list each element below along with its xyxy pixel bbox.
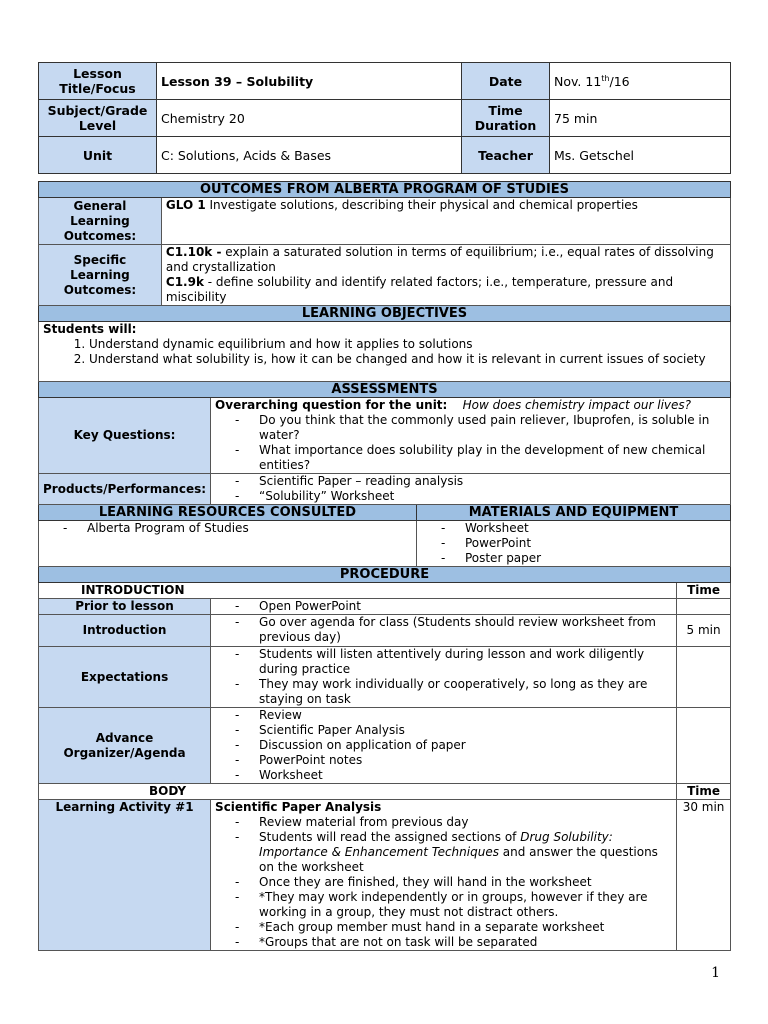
general-outcomes-label: General Learning Outcomes:: [39, 198, 162, 245]
expectations-label: Expectations: [39, 647, 211, 708]
activity-time: 30 min: [677, 800, 731, 951]
product-item: - “Solubility” Worksheet: [235, 489, 726, 504]
agenda-item: - Review: [235, 708, 672, 723]
objectives-list: [43, 337, 726, 367]
resources-cell: [39, 521, 417, 567]
agenda-item: - Discussion on application of paper: [235, 738, 672, 753]
lesson-header-table: [38, 62, 731, 174]
outcomes-band: OUTCOMES FROM ALBERTA PROGRAM OF STUDIES: [39, 182, 731, 198]
procedure-item: - Students will listen attentively during lesson and work diligently during practice: [235, 647, 672, 677]
agenda-item: - Scientific Paper Analysis: [235, 723, 672, 738]
activity-item: - Review material from previous day: [235, 815, 672, 830]
procedure-band: PROCEDURE: [39, 567, 731, 583]
unit-value: C: Solutions, Acids & Bases: [157, 137, 462, 174]
resources-band: LEARNING RESOURCES CONSULTED: [39, 505, 417, 521]
lesson-plan-table: [38, 181, 731, 951]
lesson-title-value: Lesson 39 – Solubility: [157, 63, 462, 100]
introduction-label: Introduction: [39, 615, 211, 647]
objective-item: 2. Understand what solubility is, how it can be changed and how it is relevant in current issues of society: [89, 352, 726, 367]
material-item: - Poster paper: [441, 551, 726, 566]
key-questions-list: [215, 413, 726, 473]
specific-outcomes-label: Specific Learning Outcomes:: [39, 245, 162, 306]
material-item: - PowerPoint: [441, 536, 726, 551]
objective-item: 1. Understand dynamic equilibrium and how it applies to solutions: [89, 337, 726, 352]
body-time-heading: Time: [677, 784, 731, 800]
unit-label: Unit: [39, 137, 157, 174]
key-question: - Do you think that the commonly used pain reliever, Ibuprofen, is soluble in water?: [235, 413, 726, 443]
activity-title: Scientific Paper Analysis: [215, 800, 382, 814]
advance-time-cell: [677, 708, 731, 784]
page-number: 1: [711, 965, 720, 981]
procedure-item: - Go over agenda for class (Students should review worksheet from previous day): [235, 615, 672, 645]
activity-item: - *Groups that are not on task will be separated: [235, 935, 672, 950]
time-heading: Time: [677, 583, 731, 599]
objectives-intro: Students will:: [43, 322, 137, 336]
activity-item: - Once they are finished, they will hand in the worksheet: [235, 875, 672, 890]
general-outcomes-text: GLO 1 Investigate solutions, describing their physical and chemical properties: [161, 198, 730, 245]
date-label: Date: [462, 63, 550, 100]
learning-activity-cell: [211, 800, 677, 951]
resource-item: - Alberta Program of Studies: [63, 521, 412, 536]
key-question: - What importance does solubility play in the development of new chemical entities?: [235, 443, 726, 473]
products-cell: [211, 474, 731, 505]
date-value: Nov. 11th/16: [550, 63, 731, 100]
lesson-title-label: Lesson Title/Focus: [39, 63, 157, 100]
teacher-value: Ms. Getschel: [550, 137, 731, 174]
materials-cell: [416, 521, 730, 567]
procedure-item: - They may work individually or cooperatively, so long as they are staying on task: [235, 677, 672, 707]
teacher-label: Teacher: [462, 137, 550, 174]
learning-activity-label: Learning Activity #1: [39, 800, 211, 951]
time-duration-value: 75 min: [550, 100, 731, 137]
prior-time-cell: [677, 599, 731, 615]
product-item: - Scientific Paper – reading analysis: [235, 474, 726, 489]
products-label: Products/Performances:: [39, 474, 211, 505]
advance-organizer-label: Advance Organizer/Agenda: [39, 708, 211, 784]
time-duration-label: Time Duration: [462, 100, 550, 137]
key-questions-cell: Overarching question for the unit: How does chemistry impact our lives? - Do you think that the commonly used pain reliever, Ibuprofen, is soluble in water? - What importance does solubility play in the development of new chemical entities?: [211, 398, 731, 474]
agenda-item: - Worksheet: [235, 768, 672, 783]
activity-item: - Students will read the assigned sections of Drug Solubility: Importance & Enhancement Techniques and answer the questions on the worksheet: [235, 830, 672, 875]
prior-to-lesson-label: Prior to lesson: [39, 599, 211, 615]
agenda-item: - PowerPoint notes: [235, 753, 672, 768]
subject-grade-value: Chemistry 20: [157, 100, 462, 137]
material-item: - Worksheet: [441, 521, 726, 536]
materials-band: MATERIALS AND EQUIPMENT: [416, 505, 730, 521]
activity-item: - *They may work independently or in groups, however if they are working in a group, they must not distract others.: [235, 890, 672, 920]
key-questions-label: Key Questions:: [39, 398, 211, 474]
advance-organizer-cell: [211, 708, 677, 784]
objectives-band: LEARNING OBJECTIVES: [39, 306, 731, 322]
assessments-band: ASSESSMENTS: [39, 382, 731, 398]
body-heading: BODY: [39, 784, 677, 800]
expectations-cell: [211, 647, 677, 708]
expectations-time-cell: [677, 647, 731, 708]
introduction-cell: [211, 615, 677, 647]
introduction-heading: INTRODUCTION: [39, 583, 677, 599]
procedure-item: - Open PowerPoint: [235, 599, 672, 614]
activity-item: - *Each group member must hand in a separate worksheet: [235, 920, 672, 935]
prior-to-lesson-cell: [211, 599, 677, 615]
subject-grade-label: Subject/Grade Level: [39, 100, 157, 137]
objectives-cell: [39, 322, 731, 382]
specific-outcomes-text: C1.10k - explain a saturated solution in terms of equilibrium; i.e., equal rates of dissolving and crystallization C1.9k - define solubility and identify related factors; i.e., temperature, pressure and miscibility: [161, 245, 730, 306]
introduction-time: 5 min: [677, 615, 731, 647]
